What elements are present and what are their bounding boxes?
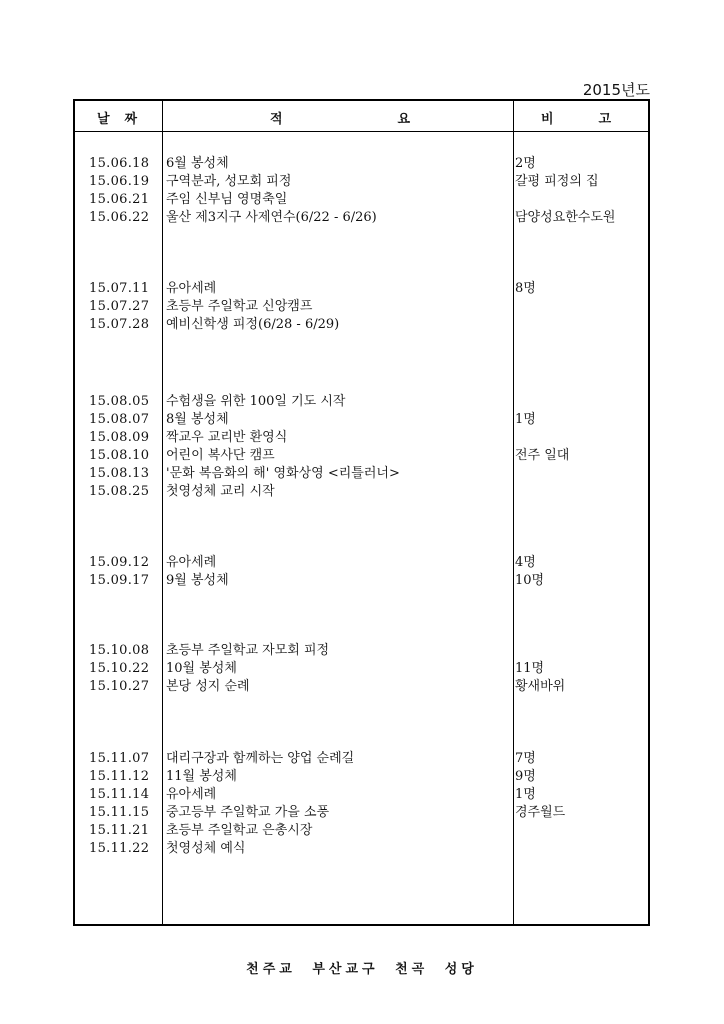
entry-date: 15.08.09 (89, 430, 150, 445)
table-row (75, 554, 648, 572)
entry-note: 9명 (515, 769, 536, 784)
entry-summary: 대리구장과 함께하는 양업 순례길 (166, 751, 355, 766)
entry-date: 15.08.13 (89, 466, 150, 481)
entry-summary: 수험생을 위한 100일 기도 시작 (166, 394, 346, 409)
entry-date: 15.11.14 (89, 787, 150, 802)
entry-note: 1명 (515, 787, 536, 802)
entry-date: 15.06.22 (89, 210, 150, 225)
entry-date: 15.11.07 (89, 751, 150, 766)
entry-summary: 유아세례 (166, 787, 217, 802)
header-date-char-2: 짜 (124, 112, 137, 127)
entry-summary: 짝교우 교리반 환영식 (166, 430, 288, 445)
header-note-char-2: 고 (598, 112, 611, 127)
entry-note: 경주월드 (515, 805, 566, 820)
table-row (75, 660, 648, 678)
header-summary-char-2: 요 (397, 112, 410, 127)
entry-note: 11명 (515, 661, 545, 676)
entry-summary: 첫영성체 예식 (166, 841, 246, 856)
header-note (541, 108, 611, 127)
table-row (75, 483, 648, 501)
entry-date: 15.11.15 (89, 805, 150, 820)
chronicle-table (73, 99, 650, 926)
entry-summary: 유아세례 (166, 281, 217, 296)
entry-date: 15.06.18 (89, 156, 150, 171)
header-note-char-1: 비 (541, 112, 554, 127)
entry-date: 15.07.28 (89, 317, 150, 332)
entry-date: 15.08.05 (89, 394, 150, 409)
entry-note: 4명 (515, 555, 536, 570)
entry-summary: 첫영성체 교리 시작 (166, 484, 275, 499)
table-row (75, 786, 648, 804)
entry-note: 8명 (515, 281, 536, 296)
entry-summary: 초등부 주일학교 신앙캠프 (166, 299, 313, 314)
entry-date: 15.06.21 (89, 192, 150, 207)
church-name: 천주교 부산교구 천곡 성당 (246, 962, 478, 977)
table-row (75, 280, 648, 298)
entry-summary: 6월 봉성체 (166, 156, 229, 171)
table-row (75, 804, 648, 822)
table-row (75, 750, 648, 768)
entry-date: 15.09.12 (89, 555, 150, 570)
entry-date: 15.07.27 (89, 299, 150, 314)
table-row (75, 429, 648, 447)
entry-summary: 주임 신부님 영명축일 (166, 192, 288, 207)
entry-summary: 본당 성지 순례 (166, 679, 250, 694)
entry-date: 15.08.25 (89, 484, 150, 499)
header-date (97, 108, 137, 127)
entry-date: 15.10.22 (89, 661, 150, 676)
table-header (75, 101, 648, 132)
entry-summary: 초등부 주일학교 자모회 피정 (166, 643, 330, 658)
table-row (75, 572, 648, 590)
entry-summary: 9월 봉성체 (166, 573, 229, 588)
entry-list (75, 131, 648, 924)
entry-summary: 11월 봉성체 (166, 769, 237, 784)
entry-note: 2명 (515, 156, 536, 171)
entry-summary: 울산 제3지구 사제연수(6/22 - 6/26) (166, 210, 377, 225)
entry-summary: 어린이 복사단 캠프 (166, 448, 275, 463)
entry-date: 15.10.08 (89, 643, 150, 658)
entry-date: 15.07.11 (89, 281, 150, 296)
header-date-char-1: 날 (97, 112, 110, 127)
entry-date: 15.08.07 (89, 412, 150, 427)
table-row (75, 155, 648, 173)
table-row (75, 678, 648, 696)
entry-summary: 10월 봉성체 (166, 661, 237, 676)
entry-date: 15.11.12 (89, 769, 150, 784)
table-row (75, 173, 648, 191)
entry-summary: 구역분과, 성모회 피정 (166, 174, 292, 189)
entry-date: 15.08.10 (89, 448, 150, 463)
table-row (75, 840, 648, 858)
entry-note: 7명 (515, 751, 536, 766)
table-row (75, 411, 648, 429)
entry-summary: 초등부 주일학교 은총시장 (166, 823, 313, 838)
entry-date: 15.11.21 (89, 823, 150, 838)
table-row (75, 298, 648, 316)
table-row (75, 316, 648, 334)
entry-summary: 예비신학생 피정(6/28 - 6/29) (166, 317, 340, 332)
entry-note: 10명 (515, 573, 545, 588)
table-row (75, 465, 648, 483)
table-row (75, 209, 648, 227)
entry-summary: 유아세례 (166, 555, 217, 570)
entry-note: 황새바위 (515, 679, 566, 694)
entry-date: 15.09.17 (89, 573, 150, 588)
table-row (75, 642, 648, 660)
table-row (75, 822, 648, 840)
year-label: 2015년도 (582, 81, 650, 99)
table-row (75, 768, 648, 786)
entry-note: 갈평 피정의 집 (515, 174, 599, 189)
entry-note: 전주 일대 (515, 448, 570, 463)
entry-summary: '문화 복음화의 해' 영화상영 <리틀러너> (166, 466, 400, 481)
entry-note: 담양성요한수도원 (515, 210, 616, 225)
table-row (75, 191, 648, 209)
entry-date: 15.06.19 (89, 174, 150, 189)
header-summary-char-1: 적 (270, 112, 283, 127)
entry-summary: 중고등부 주일학교 가을 소풍 (166, 805, 330, 820)
table-row (75, 447, 648, 465)
entry-date: 15.11.22 (89, 841, 150, 856)
header-summary (270, 108, 410, 127)
table-row (75, 393, 648, 411)
entry-date: 15.10.27 (89, 679, 150, 694)
entry-note: 1명 (515, 412, 536, 427)
entry-summary: 8월 봉성체 (166, 412, 229, 427)
